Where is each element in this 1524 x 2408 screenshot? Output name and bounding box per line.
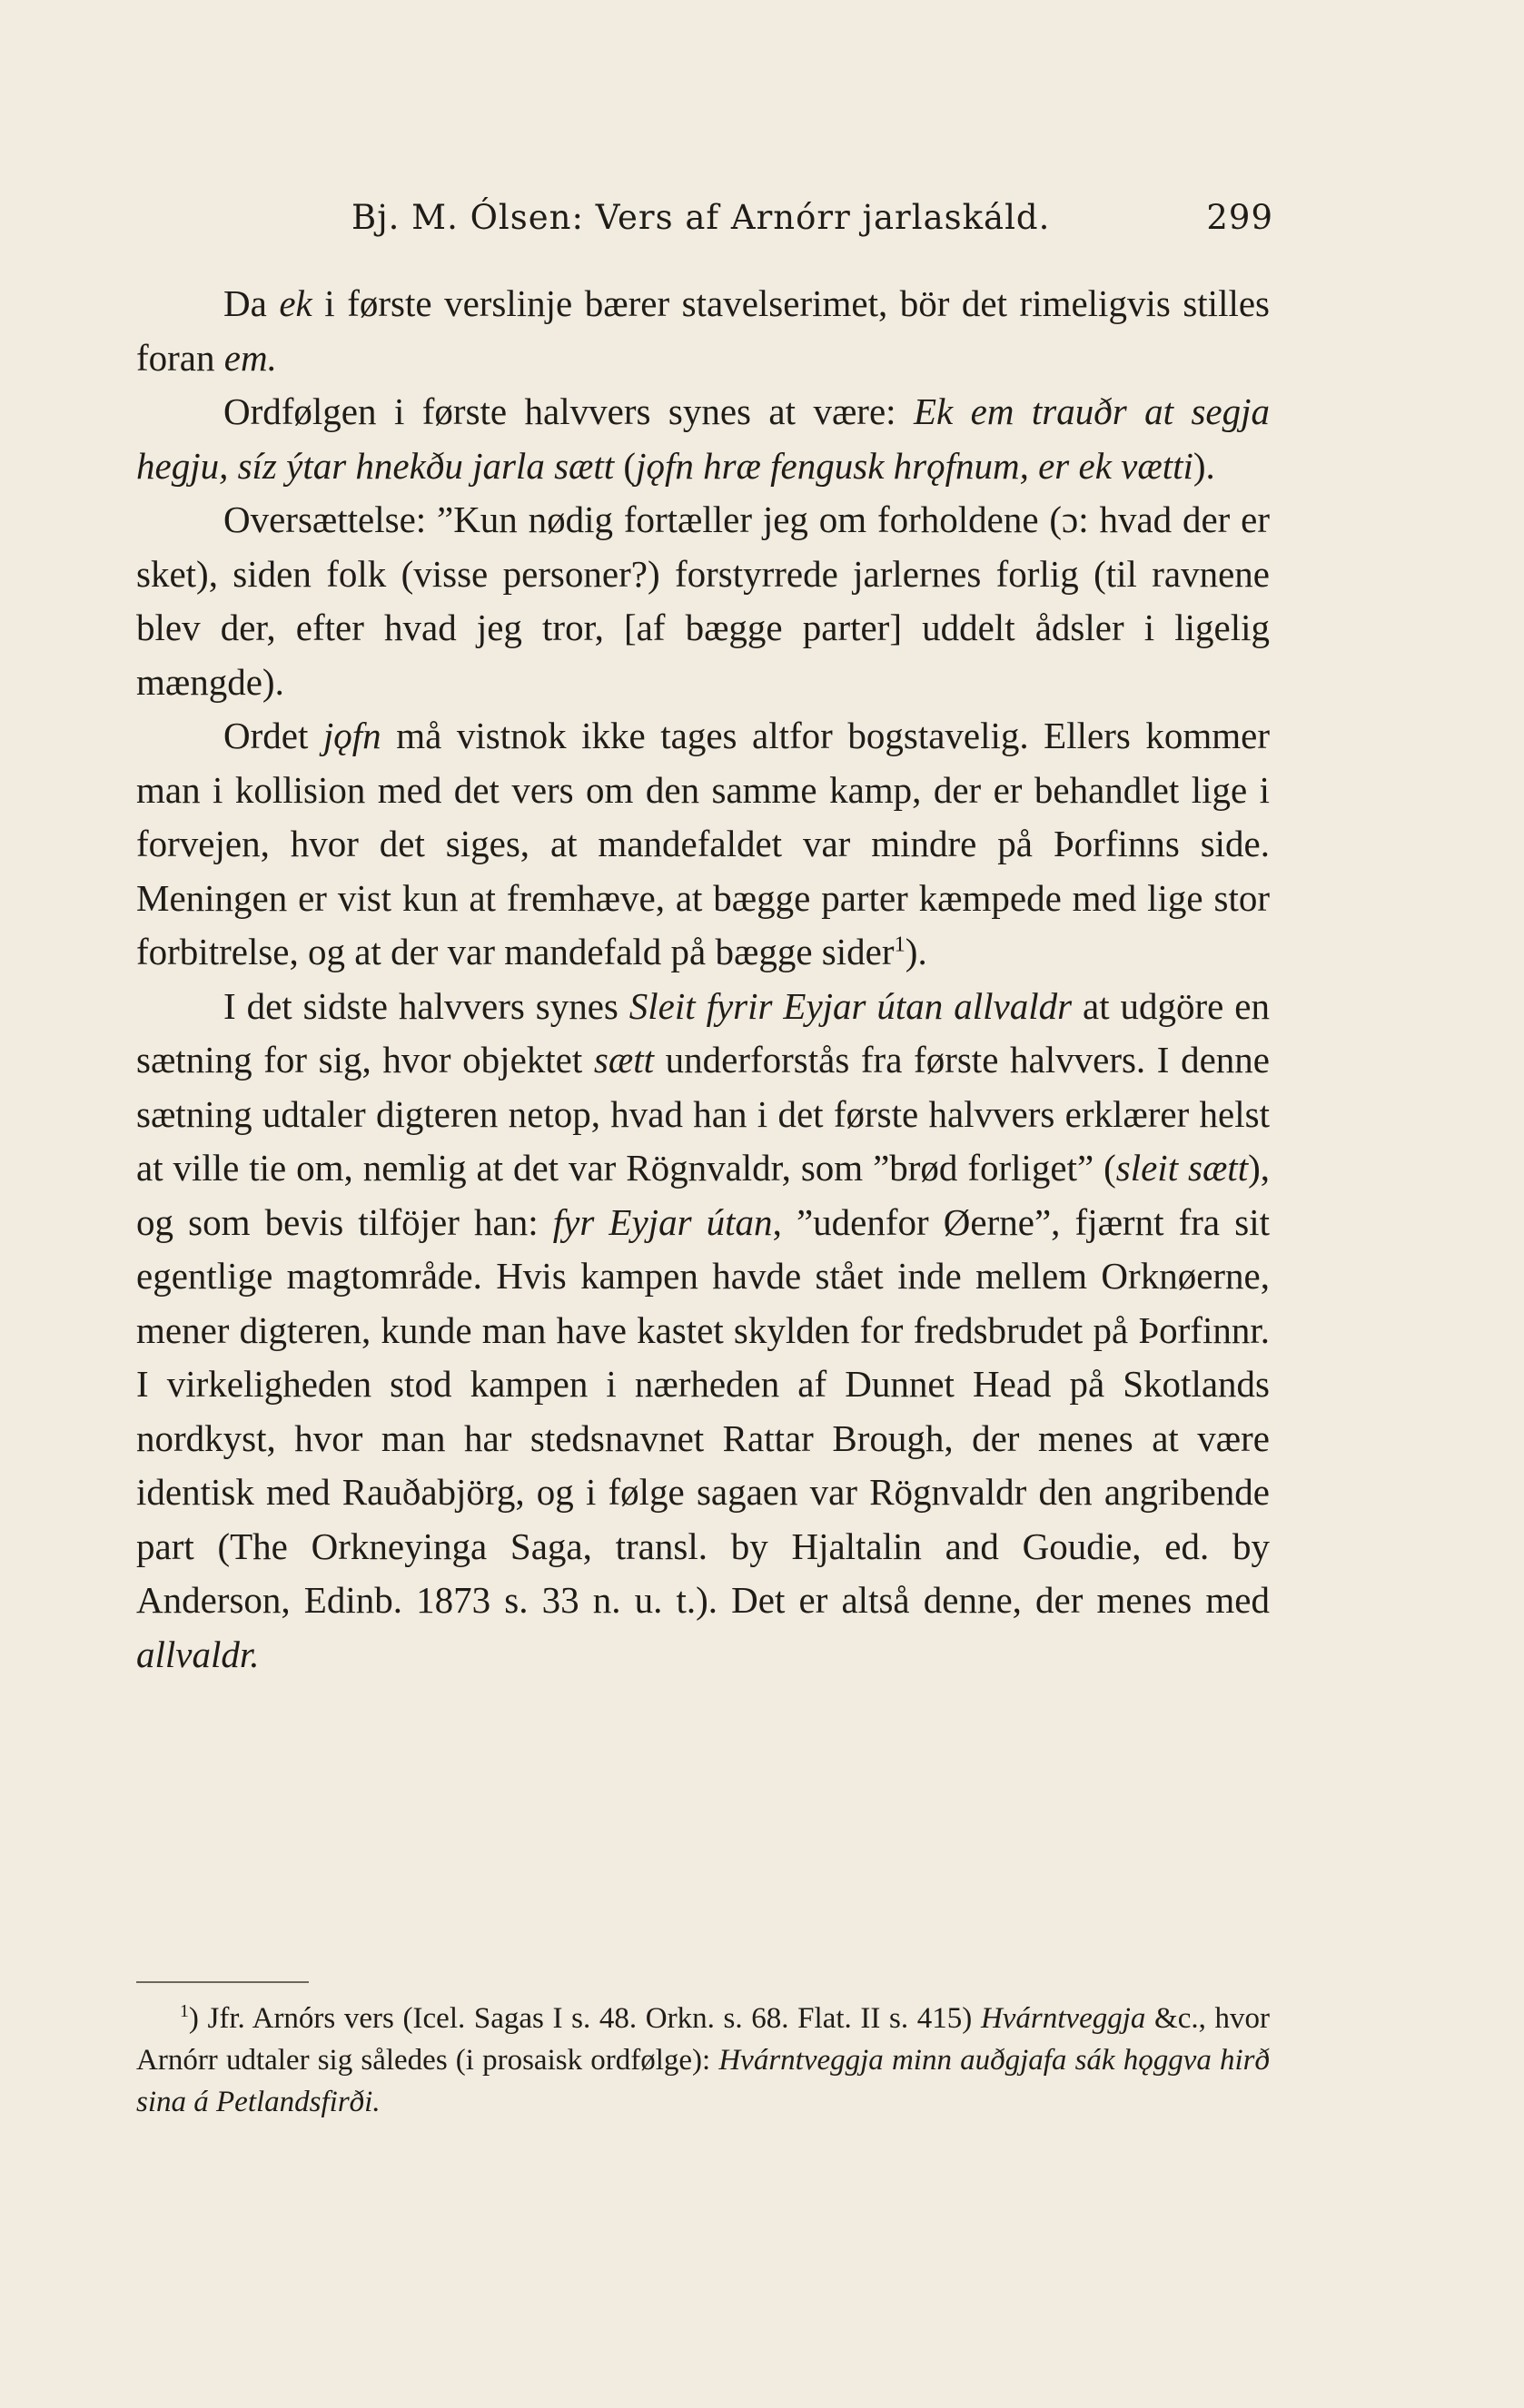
- footnote-marker: 1: [180, 2001, 189, 2021]
- paragraph: [136, 980, 1270, 1683]
- footnote-divider: [136, 1981, 309, 1983]
- running-head: [351, 198, 1273, 237]
- text-run: (: [614, 444, 637, 487]
- text-run: ) Jfr. Arnórs vers (Icel. Sagas I s. 48. Orkn. s. 68. Flat. II s. 415): [188, 2002, 981, 2035]
- text-run: Ordfølgen i første halvvers synes at være:: [223, 390, 914, 432]
- body-text: [136, 277, 1270, 1682]
- italic-text: jǫfn hræ fengusk hrǫfnum, er ek vætti: [636, 444, 1193, 487]
- paragraph: [136, 493, 1270, 709]
- paragraph: [136, 709, 1270, 980]
- italic-text: Hvárntveggja minn auðgjafa sák hǫggva hirð sina á Petlandsfirði.: [136, 2044, 1271, 2118]
- text-run: underforstås fra første halvvers. I denne sætning udtaler digteren netop, hvad han i det første halvvers erklærer helst at ville tie om, nemlig at det var Rögnvaldr, som ”brød forliget” (: [136, 1039, 1270, 1189]
- italic-text: Sleit fyrir Eyjar útan allvaldr: [628, 984, 1073, 1027]
- text-run: &c., hvor Arnórr udtaler sig således (i prosaisk ordfølge):: [136, 2002, 1270, 2077]
- italic-text: Ek em trauðr at segja hegju, síz ýtar hnekðu jarla sætt: [136, 390, 1270, 487]
- text-run: ).: [1192, 444, 1215, 487]
- text-run: I det sidste halvvers synes: [223, 984, 629, 1027]
- italic-text: em.: [223, 336, 277, 379]
- text-run: ), og som bevis tilföjer han:: [136, 1147, 1270, 1243]
- footnote-marker: 1: [894, 932, 905, 957]
- text-run: i første verslinje bærer stavelserimet, bör det rimeligvis stilles foran: [136, 282, 1270, 379]
- text-run: Oversættelse: ”Kun nødig fortæller jeg om forholdene (ɔ: hvad der er sket), siden folk (visse personer?) forstyrrede jarlernes forlig (til ravnene blev der, efter hvad jeg tror, [af bægge parter] uddelt ådsler i ligelig mængde).: [136, 498, 1270, 703]
- italic-text: allvaldr.: [136, 1633, 260, 1675]
- text-run: Ordet: [223, 715, 323, 756]
- text-run: Da: [223, 282, 280, 324]
- italic-text: fyr Eyjar útan: [552, 1200, 773, 1243]
- paragraph: [136, 277, 1270, 385]
- italic-text: ek: [279, 282, 312, 324]
- italic-text: sleit sætt: [1115, 1147, 1249, 1189]
- text-run: , ”udenfor Øerne”, fjærnt fra sit egentlige magtområde. Hvis kampen havde stået inde mellem Orknøerne, mener digteren, kunde man have kastet skylden for fredsbrudet på Þorfinnr. I virkeligheden stod kampen i nærheden af Dunnet Head på Skotlands nordkyst, hvor man har stedsnavnet Rattar Brough, der menes at være identisk med Rauðabjörg, og i følge sagaen var Rögnvaldr den angribende part (The Orkneyinga Saga, transl. by Hjaltalin and Goudie, ed. by Anderson, Edinb. 1873 s. 33 n. u. t.). Det er altså denne, der menes med: [136, 1200, 1270, 1621]
- running-title: Bj. M. Ólsen: Vers af Arnórr jarlaskáld.: [351, 198, 1051, 237]
- footnotes: [136, 1998, 1270, 2123]
- text-run: ).: [905, 931, 927, 972]
- paragraph: [136, 385, 1270, 493]
- page-number: 299: [1206, 198, 1273, 237]
- text-run: må vistnok ikke tages altfor bogstavelig. Ellers kommer man i kollision med det vers om den samme kamp, der er behandlet lige i forvejen, hvor det siges, at mandefaldet var mindre på Þorfinns side. Meningen er vist kun at fremhæve, at bægge parter kæmpede med lige stor forbitrelse, og at der var mandefald på bægge sider: [136, 715, 1270, 972]
- footnote: [136, 1998, 1270, 2123]
- italic-text: sætt: [593, 1039, 654, 1081]
- italic-text: Hvárntveggja: [980, 2002, 1146, 2035]
- italic-text: jǫfn: [322, 715, 381, 756]
- text-run: at udgöre en sætning for sig, hvor objektet: [136, 984, 1271, 1081]
